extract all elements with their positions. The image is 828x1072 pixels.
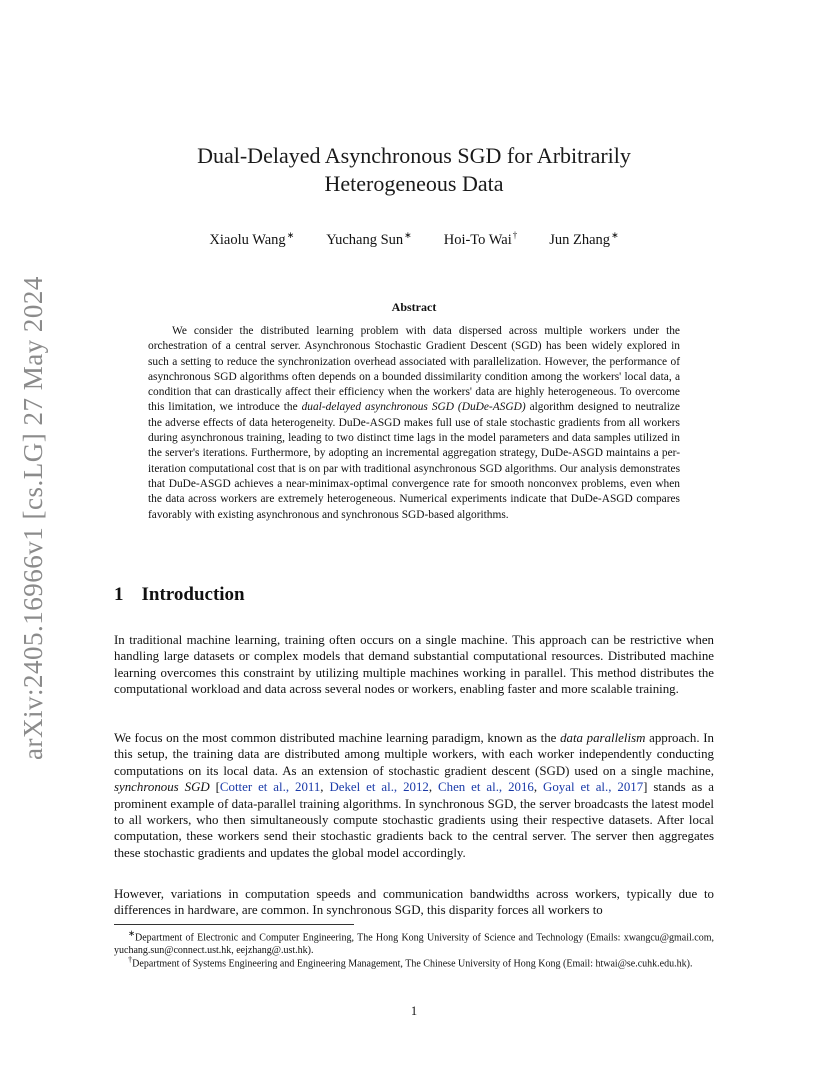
footnote: †Department of Systems Engineering and Engineering Management, The Chinese University of Hong Kong (Email: htwai@se.cuhk.edu.hk). <box>128 955 693 970</box>
title-line-2: Heterogeneous Data <box>324 171 504 196</box>
paragraph: However, variations in computation speeds and communication bandwidths across workers, typically due to differences in hardware, are common. In synchronous SGD, this disparity forces all workers to <box>114 887 714 918</box>
author: Xiaolu Wang∗ <box>209 230 295 248</box>
paragraph: We focus on the most common distributed machine learning paradigm, known as the data parallelism approach. In this setup, the training data are distributed among multiple workers, with each worker independently conducting computations on its local data. As an extension of stochastic gradient descent (SGD) used on a single machine, synchronous SGD [Cotter et al., 2011, Dekel et al., 2012, Chen et al., 2016, Goyal et al., 2017] stands as a prominent example of data-parallel training algorithms. In synchronous SGD, the server broadcasts the latest model to all workers, who then simultaneously compute stochastic gradients using their respective datasets. After local computation, these workers send their stochastic gradients back to the central server. The server then aggregates these stochastic gradients and updates the global model accordingly. <box>114 731 714 860</box>
author: Jun Zhang∗ <box>549 230 619 248</box>
paper-title <box>114 142 714 198</box>
citation-link[interactable]: Cotter et al., 2011 <box>219 780 321 795</box>
footnote-rule <box>114 924 354 925</box>
author: Yuchang Sun∗ <box>326 230 412 248</box>
footnote-mark: † <box>128 955 133 964</box>
citation-link[interactable]: Dekel et al., 2012 <box>329 780 429 795</box>
footnote-mark: ∗ <box>128 929 135 938</box>
arxiv-stamp: arXiv:2405.16966v1 [cs.LG] 27 May 2024 <box>18 276 48 760</box>
abstract-heading: Abstract <box>391 300 437 314</box>
citation-link[interactable]: Chen et al., 2016 <box>438 780 534 795</box>
title-line-1: Dual-Delayed Asynchronous SGD for Arbitrarily <box>197 143 631 168</box>
author-mark: ∗ <box>611 230 619 240</box>
footnote: ∗Department of Electronic and Computer Engineering, The Hong Kong University of Science and Technology (Emails: xwangcu@gmail.com, yuchang.sun@connect.ust.hk, eejzhang@.ust.hk). <box>114 929 714 956</box>
section-number: 1 <box>114 584 124 605</box>
author-mark: † <box>512 230 518 240</box>
author-list <box>114 230 714 249</box>
author: Hoi-To Wai† <box>443 230 518 248</box>
author-mark: ∗ <box>286 230 295 240</box>
author-mark: ∗ <box>404 230 412 240</box>
page-number: 1 <box>410 1004 418 1018</box>
abstract-text: We consider the distributed learning problem with data dispersed across multiple workers under the orchestration of a central server. Asynchronous Stochastic Gradient Descent (SGD) has been widely explored in such a setting to reduce the synchronization overhead associated with parallelization. However, the performance of asynchronous SGD algorithms often depends on a bounded dissimilarity condition among the workers' local data, a condition that can drastically affect their efficiency when the workers' data are highly heterogeneous. To overcome this limitation, we introduce the dual-delayed asynchronous SGD (DuDe-ASGD) algorithm designed to neutralize the adverse effects of data heterogeneity. DuDe-ASGD makes full use of stale stochastic gradients from all workers during asynchronous training, leading to two distinct time lags in the model parameters and data samples utilized in the server's iterations. Furthermore, by adopting an incremental aggregation strategy, DuDe-ASGD maintains a per-iteration computational cost that is on par with traditional asynchronous SGD algorithms. Our analysis demonstrates that DuDe-ASGD achieves a near-minimax-optimal convergence rate for smooth nonconvex problems, even when the data across workers are extremely heterogeneous. Numerical experiments indicate that DuDe-ASGD compares favorably with existing asynchronous and synchronous SGD-based algorithms. <box>148 325 680 521</box>
citation-link[interactable]: Goyal et al., 2017 <box>543 780 644 795</box>
section-title: Introduction <box>141 584 245 605</box>
paragraph: In traditional machine learning, training often occurs on a single machine. This approach can be restrictive when handling large datasets or complex models that demand substantial computational resources. Distributed machine learning overcomes this constraint by utilizing multiple machines working in parallel. This method distributes the computational workload and data across several nodes or workers, enabling faster and more scalable training. <box>114 633 714 697</box>
section-heading <box>114 584 245 606</box>
